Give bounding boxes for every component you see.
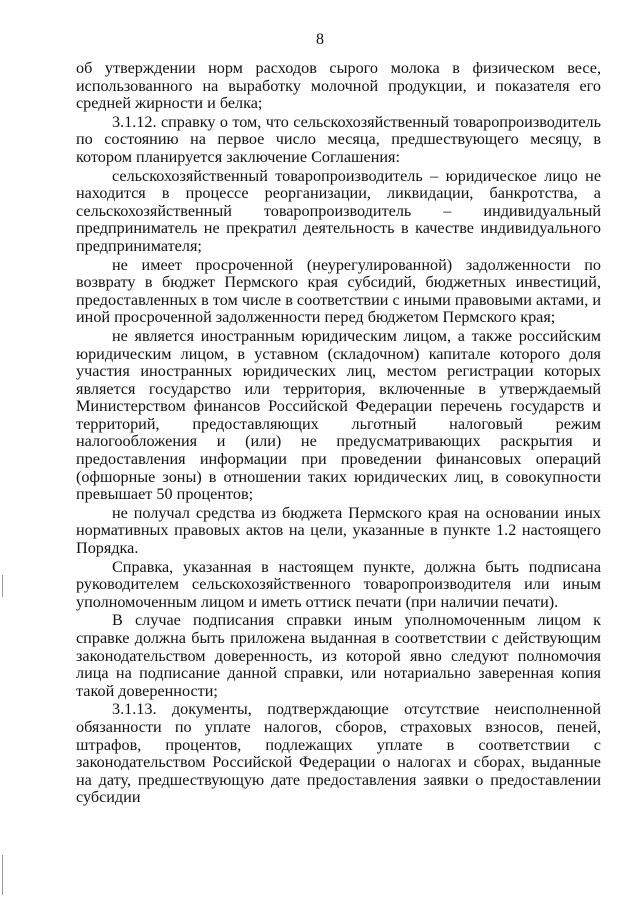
paragraph-no-overdue-debt: не имеет просроченной (неурегулированной) задолженности по возврату в бюджет Пермского края субсидий, бюджетных инвестиций, предоставленных в том числе в соответствии с иными правовыми актами, и иной просроченной задолженности перед бюджетом Пермского края; <box>76 255 601 327</box>
paragraph-3-1-13: 3.1.13. документы, подтверждающие отсутствие неисполненной обязанности по уплате налогов, сборов, страховых взносов, пеней, штрафов, процентов, подлежащих уплате в соответствии с законодательством Российской Федерации о налогах и сборах, выданные на дату, предшествующую дате предоставления заявки о предоставлении субсидии <box>76 700 601 807</box>
page-number: 8 <box>316 31 324 48</box>
scan-edge-mark <box>2 855 3 895</box>
scan-edge-mark <box>2 575 3 597</box>
paragraph-no-reorganization: сельскохозяйственный товаропроизводитель – юридическое лицо не находится в процессе реорганизации, ликвидации, банкротства, а сельскохозяйственный товаропроизводитель – индивидуальный предприниматель не прекратил деятельность в качестве индивидуального предпринимателя; <box>76 166 601 255</box>
document-body <box>76 60 601 807</box>
paragraph-no-other-funds: не получал средства из бюджета Пермского края на основании иных нормативных правовых актов на цели, указанные в пункте 1.2 настоящего Порядка. <box>76 503 601 558</box>
paragraph-milk-norms: об утверждении норм расходов сырого молока в физическом весе, использованного на выработку молочной продукции, и показателя его средней жирности и белка; <box>76 59 601 113</box>
paragraph-3-1-12: 3.1.12. справку о том, что сельскохозяйственный товаропроизводитель по состоянию на первое число месяца, предшествующего месяцу, в котором планируется заключение Соглашения: <box>76 112 601 166</box>
paragraph-not-foreign-entity: не является иностранным юридическим лицом, а также российским юридическим лицом, в уставном (складочном) капитале которого доля участия иностранных юридических лиц, местом регистрации которых является государство или территория, включенные в утверждаемый Министерством финансов Российской Федерации перечень государств и территорий, предоставляющих льготный налоговый режим налогообложения и (или) не предусматривающих раскрытия и предоставления информации при проведении финансовых операций (офшорные зоны) в отношении таких юридических лиц, в совокупности превышает 50 процентов; <box>76 326 601 504</box>
paragraph-power-of-attorney: В случае подписания справки иным уполномоченным лицом к справке должна быть приложена выданная в соответствии с действующим законодательством доверенность, из которой явно следуют полномочия лица на подписание данной справки, или нотариально заверенная копия такой доверенности; <box>76 611 601 700</box>
paragraph-certificate-signature: Справка, указанная в настоящем пункте, должна быть подписана руководителем сельскохозяйственного товаропроизводителя или иным уполномоченным лицом и иметь оттиск печати (при наличии печати). <box>76 557 601 611</box>
